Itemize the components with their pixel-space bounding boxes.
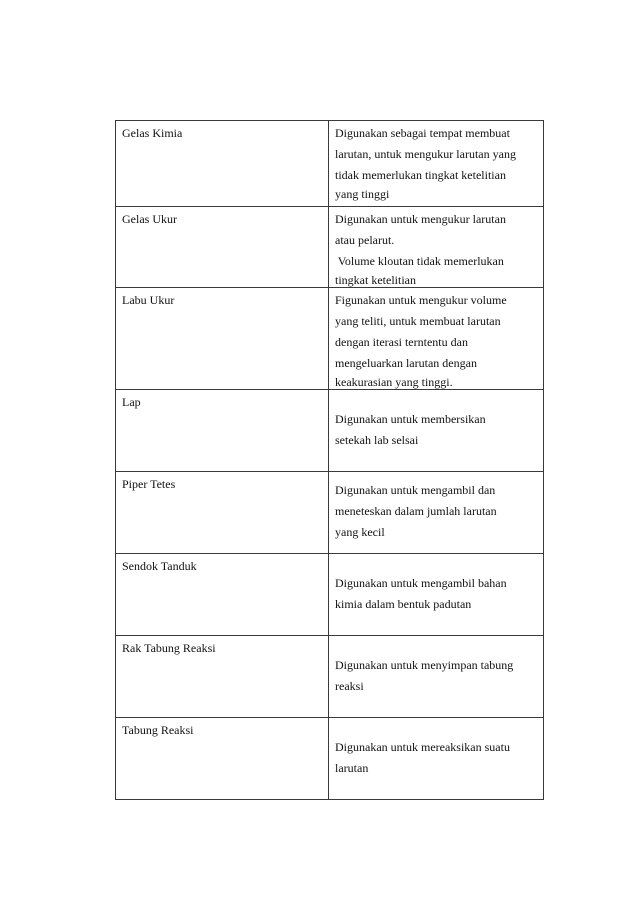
table-row	[116, 718, 544, 800]
equipment-name: Tabung Reaksi	[122, 723, 194, 737]
equipment-name: Sendok Tanduk	[122, 559, 197, 573]
description-line: mengeluarkan larutan dengan	[335, 356, 477, 370]
table-row	[116, 554, 544, 636]
equipment-name: Gelas Kimia	[122, 126, 183, 140]
equipment-description-cell	[329, 554, 544, 636]
equipment-name-cell	[116, 718, 329, 800]
description-line: tidak memerlukan tingkat ketelitian	[335, 168, 506, 182]
description-line: Digunakan untuk menyimpan tabung	[335, 658, 514, 672]
equipment-name-cell	[116, 472, 329, 554]
description-line: Digunakan sebagai tempat membuat	[335, 126, 510, 140]
equipment-name: Labu Ukur	[122, 293, 175, 307]
description-line: Digunakan untuk mengukur larutan	[335, 212, 506, 226]
equipment-description-cell	[329, 636, 544, 718]
description-line: Volume kloutan tidak memerlukan	[335, 254, 504, 268]
equipment-name: Piper Tetes	[122, 477, 176, 491]
description-line: setekah lab selsai	[335, 433, 419, 447]
table-row	[116, 636, 544, 718]
equipment-name-cell	[116, 207, 329, 288]
equipment-description-cell	[329, 472, 544, 554]
equipment-name-cell	[116, 121, 329, 207]
description-line: larutan, untuk mengukur larutan yang	[335, 147, 516, 161]
description-line: larutan	[335, 761, 369, 775]
description-line: dengan iterasi terntentu dan	[335, 335, 468, 349]
description-line: Digunakan untuk membersikan	[335, 412, 486, 426]
description-line: yang tinggi	[335, 187, 390, 201]
equipment-table	[115, 120, 544, 800]
equipment-description-cell	[329, 288, 544, 390]
description-line: yang teliti, untuk membuat larutan	[335, 314, 501, 328]
equipment-name: Lap	[122, 395, 141, 409]
description-line: yang kecil	[335, 525, 385, 539]
equipment-description-cell	[329, 718, 544, 800]
table-row	[116, 472, 544, 554]
description-line: Figunakan untuk mengukur volume	[335, 293, 507, 307]
equipment-name-cell	[116, 554, 329, 636]
description-line: atau pelarut.	[335, 233, 395, 247]
equipment-name-cell	[116, 636, 329, 718]
description-line: meneteskan dalam jumlah larutan	[335, 504, 497, 518]
equipment-name: Gelas Ukur	[122, 212, 177, 226]
description-line: Digunakan untuk mengambil bahan	[335, 576, 507, 590]
equipment-description-cell	[329, 207, 544, 288]
table-row	[116, 390, 544, 472]
table-row	[116, 207, 544, 288]
description-line: Digunakan untuk mengambil dan	[335, 483, 496, 497]
equipment-description-cell	[329, 390, 544, 472]
equipment-name-cell	[116, 390, 329, 472]
description-line: Digunakan untuk mereaksikan suatu	[335, 740, 510, 754]
table-row	[116, 121, 544, 207]
equipment-name: Rak Tabung Reaksi	[122, 641, 216, 655]
description-line: keakurasian yang tinggi.	[335, 375, 453, 389]
description-line: kimia dalam bentuk padutan	[335, 597, 472, 611]
equipment-description-cell	[329, 121, 544, 207]
description-line: reaksi	[335, 679, 364, 693]
description-line: tingkat ketelitian	[335, 273, 416, 287]
table-row	[116, 288, 544, 390]
equipment-name-cell	[116, 288, 329, 390]
